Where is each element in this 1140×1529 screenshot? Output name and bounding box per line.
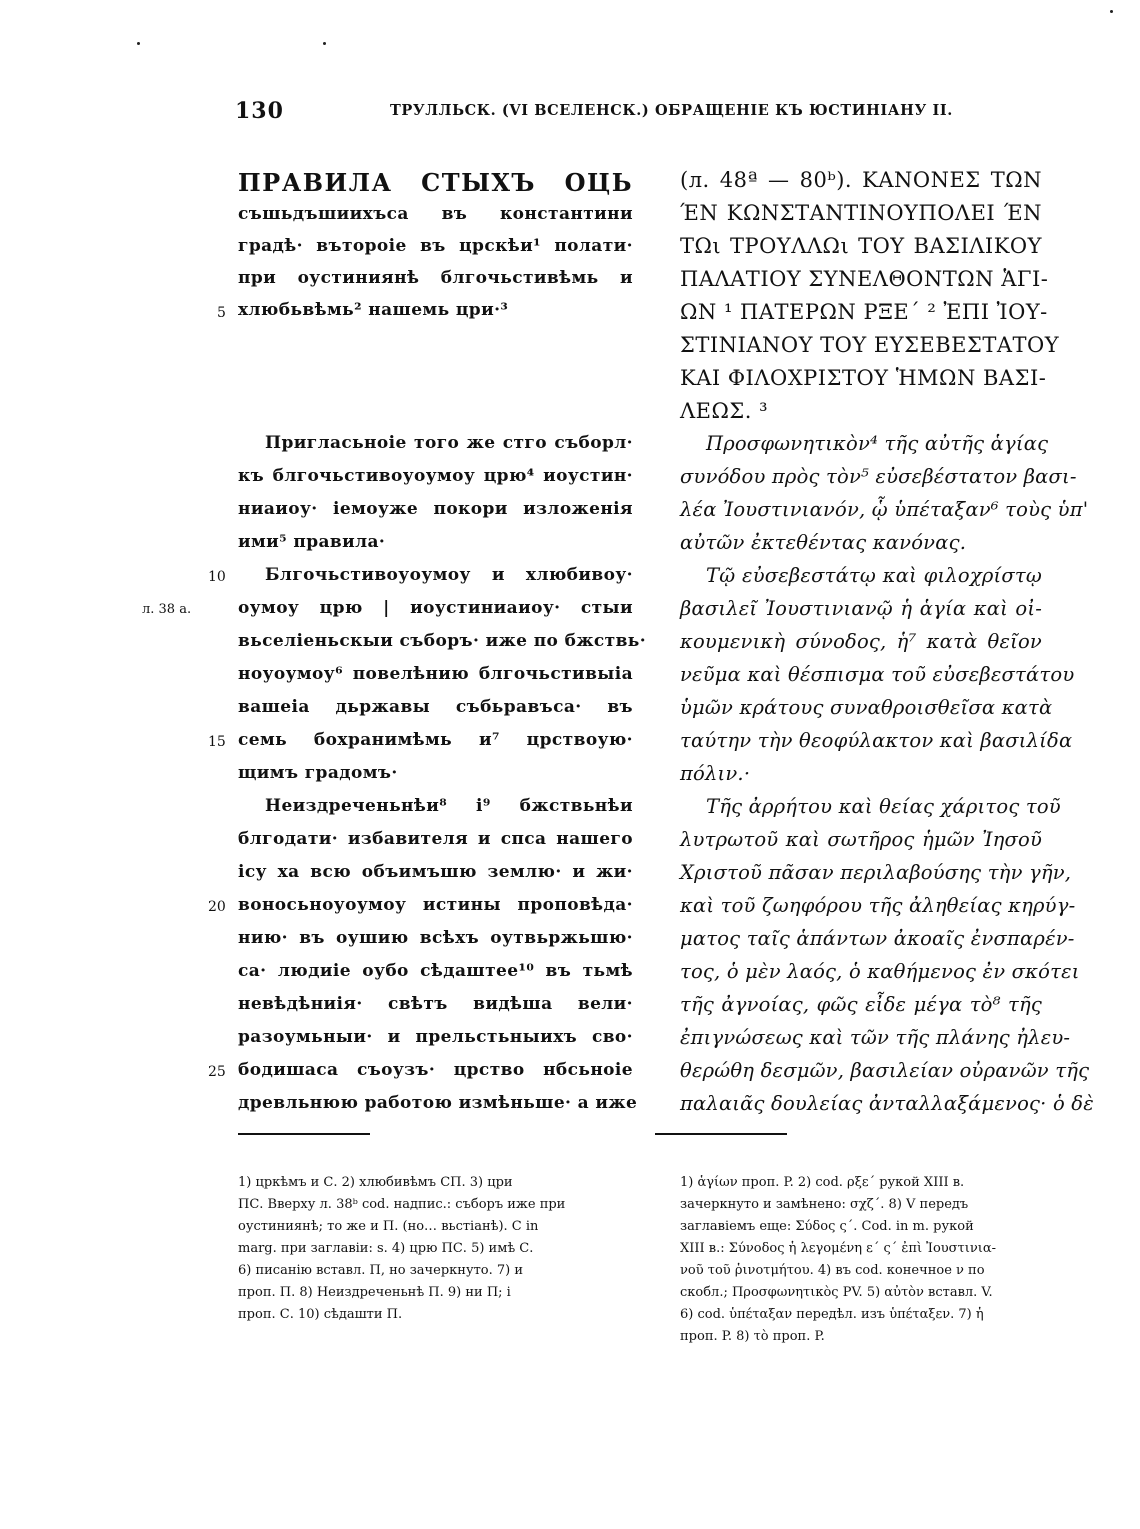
greek-body-line: κουμενικὴ σύνοδος, ἡ⁷ κατὰ θεῖον: [680, 630, 1042, 653]
greek-title-line: ΩΝ ¹ ΠΑΤΕΡΩΝ ΡΞΕ΄ ² ἘΠΙ ἸΟΥ-: [680, 300, 1048, 324]
slavonic-body-line: нию· въ оушию всѣхъ оутвьржьшю·: [238, 928, 633, 948]
footnote-left-line: marg. при заглавіи: ѕ. 4) црю ПС. 5) имѣ С.: [238, 1241, 534, 1256]
greek-title-line: ΛΕΩΣ. ³: [680, 399, 769, 423]
line-number: 10: [208, 569, 226, 585]
footnote-left-line: проп. П. 8) Неиздреченьнѣ П. 9) ни П; і: [238, 1285, 511, 1300]
greek-title-line: ΚΑΙ ΦΙΛΟΧΡΙΣΤΟΥ ἩΜΩΝ ΒΑΣΙ-: [680, 366, 1047, 390]
footnote-left-line: 6) писанію вставл. П, но зачеркнуто. 7) и: [238, 1263, 524, 1278]
slavonic-intro-line: при оустиниянѣ блгочьстивѣмь и: [238, 268, 633, 288]
greek-body-line: νεῦμα καὶ θέσπισμα τοῦ εὐσεβεστάτου: [680, 663, 1075, 686]
slavonic-body-line: щимъ градомъ·: [238, 763, 398, 783]
slavonic-body-line: невѣдѣниія· свѣтъ видѣша вели·: [238, 994, 633, 1014]
slavonic-body-line: вашеіа дьржавы събьравъса· въ: [238, 697, 633, 717]
slavonic-intro-line: хлюбьвѣмь² нашемь цри·³: [238, 300, 509, 320]
greek-body-line: Τῷ εὐσεβεστάτῳ καὶ φιλοχρίστῳ: [706, 564, 1042, 587]
slavonic-body-line: бодишаса съоузъ· црство нбсьноіе: [238, 1060, 633, 1080]
footnote-right-line: проп. P. 8) τὸ проп. P.: [680, 1329, 825, 1344]
greek-title-line: ΈΝ ΚΩΝΣΤΑΝΤΙΝΟΥΠΟΛΕΙ ΈΝ: [680, 201, 1042, 225]
footnote-right-line: 1) ἁγίων проп. P. 2) cod. ρξε΄ рукой XIII в.: [680, 1175, 965, 1190]
greek-body-line: καὶ τοῦ ζωηφόρου τῆς ἀληθείας κηρύγ-: [680, 894, 1076, 917]
greek-body-line: ταύτην τὴν θεοφύλακτον καὶ βασιλίδα: [680, 729, 1073, 752]
greek-body-line: λυτρωτοῦ καὶ σωτῆρος ἡμῶν Ἰησοῦ: [680, 828, 1042, 851]
line-number: 20: [208, 899, 226, 915]
footnote-right-line: скобл.; Προσφωνητικὸς PV. 5) αὐτὸν вставл. V.: [680, 1285, 993, 1300]
footnote-rule: [655, 1133, 787, 1135]
footnote-rule: [238, 1133, 370, 1135]
footnote-right-line: 6) cod. ὑπέταξαν передѣл. изъ ὑπέταξεν. 7) ἡ: [680, 1307, 984, 1322]
footnote-left-line: оустиниянѣ; то же и П. (но… вьстіанѣ). С in: [238, 1219, 539, 1234]
greek-body-line: ἐπιγνώσεως καὶ τῶν τῆς πλάνης ἠλευ-: [680, 1026, 1071, 1049]
greek-body-line: λέα Ἰουστινιανόν, ᾧ ὑπέταξαν⁶ τοὺς ὑπ': [680, 498, 1089, 521]
slavonic-body-line: вьселіеньскыи съборъ· иже по бжствь·: [238, 631, 647, 651]
greek-body-line: ὑμῶν κράτους συναθροισθεῖσα κατὰ: [680, 696, 1053, 719]
greek-body-line: αὐτῶν ἐκτεθέντας κανόνας.: [680, 531, 967, 554]
slavonic-body-line: семь бохранимѣмь и⁷ црствоую·: [238, 730, 633, 750]
line-number: 25: [208, 1064, 226, 1080]
slavonic-intro-line: съшьдъшиихъса въ константини: [238, 204, 633, 224]
greek-body-line: συνόδου πρὸς τὸν⁵ εὐσεβέστατον βασι-: [680, 465, 1077, 488]
footnote-right-line: νοῦ τοῦ ῥινοτμήτου. 4) въ cod. конечное ν по: [680, 1263, 985, 1278]
slavonic-body-line: блгодати· избавителя и спса нашего: [238, 829, 633, 849]
slavonic-body-line: ими⁵ правила·: [238, 532, 386, 552]
greek-title-line: ΠΑΛΑΤΙΟΥ ΣΥΝΕΛΘΟΝΤΩΝ ἉΓΙ-: [680, 267, 1049, 291]
slavonic-body-line: ниаиоу· іемоуже покори изложенія: [238, 499, 633, 519]
slavonic-body-line: оумоу црю | иоустиниаиоу· стыи: [238, 598, 633, 618]
footnote-right-line: зачеркнуто и замѣнено: σχζ΄. 8) V передъ: [680, 1197, 969, 1212]
speck: [137, 42, 140, 45]
slavonic-body-line: разоумьныи· и прельстьныихъ сво·: [238, 1027, 633, 1047]
greek-title-line: ΣΤΙΝΙΑΝΟΥ ΤΟΥ ΕΥΣΕΒΕΣΤΑΤΟΥ: [680, 333, 1060, 357]
greek-body-line: Τῆς ἀρρήτου καὶ θείας χάριτος τοῦ: [706, 795, 1061, 818]
page-number: 130: [235, 98, 284, 124]
greek-body-line: πόλιν.·: [680, 762, 751, 785]
slavonic-body-line: Пригласьноіе того же стго съборл·: [265, 433, 633, 453]
footnote-left-line: проп. С. 10) сѣдашти П.: [238, 1307, 403, 1322]
slavonic-body-line: къ блгочьстивоуоумоу црю⁴ иоустин·: [238, 466, 633, 486]
greek-body-line: ματος ταῖς ἁπάντων ἀκοαῖς ἐνσπαρέν-: [680, 927, 1075, 950]
greek-body-line: βασιλεῖ Ἰουστινιανῷ ἡ ἁγία καὶ οἰ-: [680, 597, 1042, 620]
slavonic-body-line: са· людиіе оубо сѣдаштее¹⁰ въ тьмѣ: [238, 961, 633, 981]
slavonic-body-line: Неиздреченьнѣи⁸ і⁹ бжствьнѣи: [265, 796, 633, 816]
greek-body-line: θερώθη δεσμῶν, βασιλείαν οὐρανῶν τῆς: [680, 1059, 1090, 1082]
speck: [1110, 10, 1113, 13]
footnote-right-line: заглавіемъ еще: Σύδος ς΄. Cod. in m. рукой: [680, 1219, 974, 1234]
slavonic-body-line: ісу ха всю объимъшю землю· и жи·: [238, 862, 633, 882]
greek-body-line: Προσφωνητικὸν⁴ τῆς αὐτῆς ἁγίας: [706, 432, 1049, 455]
footnote-left-line: ПС. Вверху л. 38ᵇ cod. надпис.: съборъ иже при: [238, 1197, 566, 1212]
slavonic-body-line: воносьноуоумоу истины проповѣда·: [238, 895, 633, 915]
footnote-right-line: XIII в.: Σύνοδος ἡ λεγομένη ε΄ ς΄ ἐπὶ Ἰουστινια-: [680, 1241, 997, 1256]
line-number: 15: [208, 734, 226, 750]
greek-body-line: τος, ὁ μὲν λαός, ὁ καθήμενος ἐν σκότει: [680, 960, 1080, 983]
footnote-left-line: 1) цркѣмъ и С. 2) хлюбивѣмъ СП. 3) цри: [238, 1175, 513, 1190]
running-title: ТРУЛЛЬСК. (VI ВСЕЛЕНСК.) ОБРАЩЕНІЕ КЪ ЮСТИНІАНУ II.: [390, 102, 953, 119]
slavonic-body-line: Блгочьстивоуоумоу и хлюбивоу·: [265, 565, 633, 585]
greek-body-line: Χριστοῦ πᾶσαν περιλαβούσης τὴν γῆν,: [680, 861, 1072, 884]
slavonic-body-line: ноуоумоу⁶ повелѣнию блгочьстивыіа: [238, 664, 633, 684]
slavonic-title: ПРАВИЛА СТЫХЪ ОЦЬ: [238, 168, 633, 197]
greek-body-line: τῆς ἀγνοίας, φῶς εἶδε μέγα τὸ⁸ τῆς: [680, 993, 1042, 1016]
slavonic-body-line: древльнюю работою измѣньше· а иже: [238, 1093, 638, 1113]
folio-reference: л. 38 а.: [142, 602, 192, 617]
greek-body-line: παλαιᾶς δουλείας ἀνταλλαξάμενος· ὁ δὲ: [680, 1092, 1094, 1115]
greek-title-line: (л. 48ª — 80ᵇ). ΚΑΝΟΝΕΣ ΤΩΝ: [680, 168, 1042, 192]
speck: [323, 42, 326, 45]
greek-title-line: ΤΩι ΤΡΟΥΛΛΩι ΤΟΥ ΒΑΣΙΛΙΚΟΥ: [680, 234, 1042, 258]
slavonic-intro-line: градѣ· вътороіе въ црскѣи¹ полати·: [238, 236, 633, 256]
line-number: 5: [217, 305, 226, 321]
